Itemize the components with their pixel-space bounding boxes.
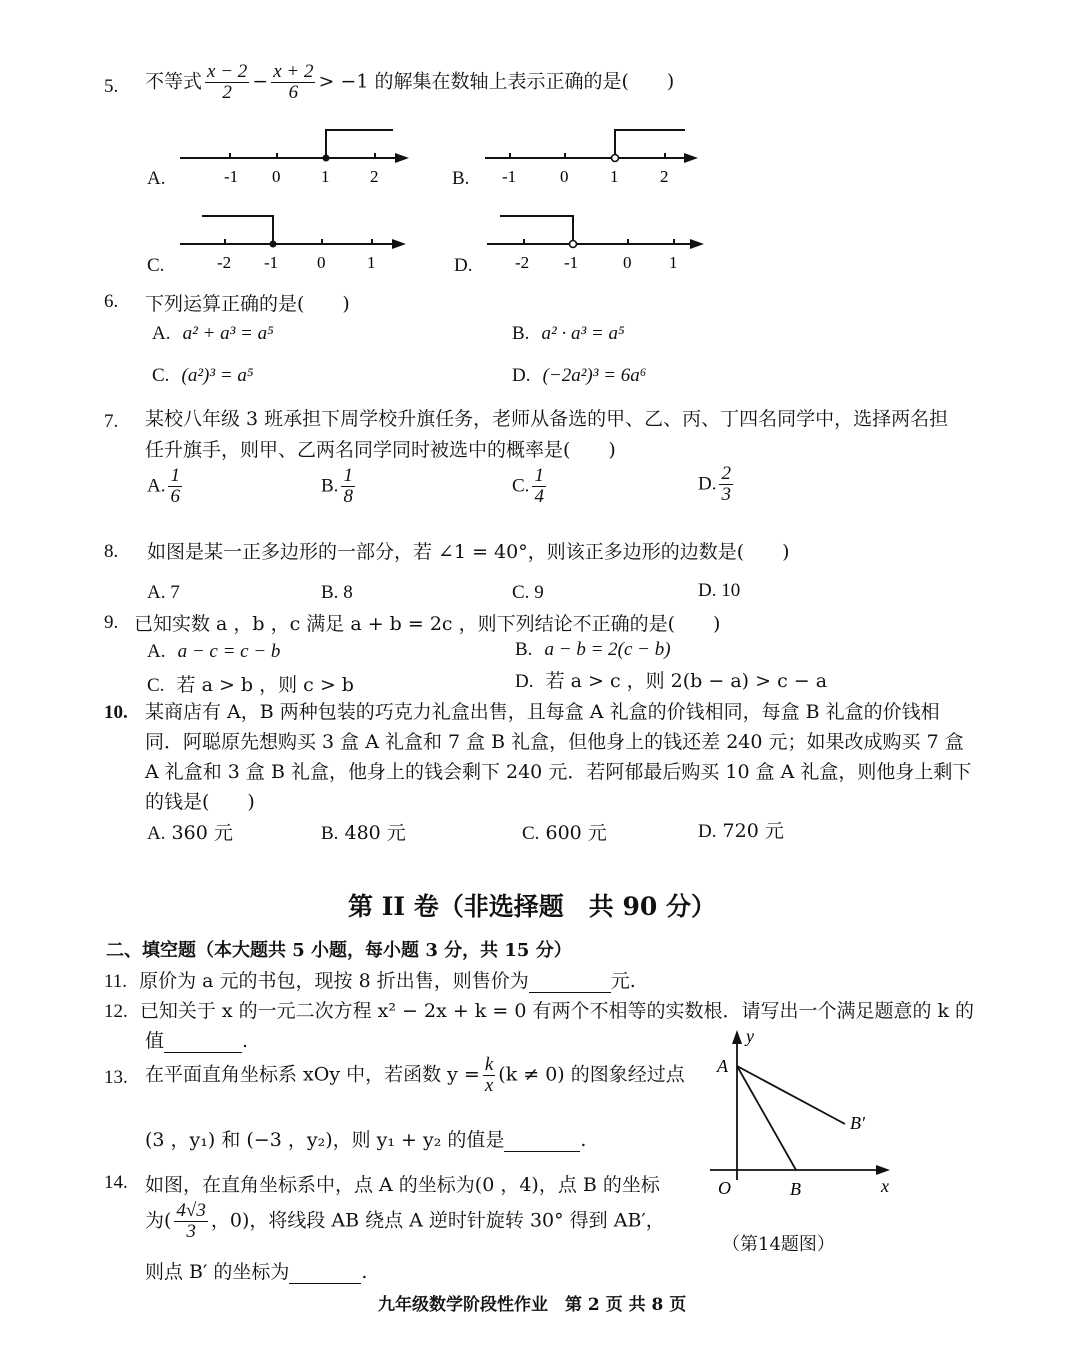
option-text: 600 元 — [545, 822, 607, 844]
q14-line-3 — [145, 1257, 367, 1284]
page-footer: 九年级数学阶段性作业 第 2 页 共 8 页 — [378, 1295, 687, 1315]
tick-label: 1 — [610, 167, 619, 186]
q12-number: 12. — [104, 1001, 128, 1022]
q5-minus: − — [252, 70, 269, 93]
q13-fraction — [483, 1055, 495, 1096]
fraction-den: 6 — [170, 485, 180, 507]
q12-line-1: 已知关于 x 的一元二次方程 x² − 2x + k = 0 有两个不相等的实数根．请写出一个满足题意的 k 的 — [139, 1000, 975, 1022]
y-axis-label: y — [746, 1026, 754, 1046]
q5-option-d-label: D. — [454, 255, 473, 276]
solid-point — [270, 241, 277, 248]
option-label: A. — [147, 475, 166, 497]
option-label: D. — [698, 580, 717, 601]
q6-option-a — [152, 322, 274, 345]
q14-line-2 — [145, 1201, 665, 1242]
tick-label: -1 — [264, 253, 279, 272]
q7-line-2: 任升旗手，则甲、乙两名同学同时被选中的概率是( ) — [145, 439, 616, 461]
option-label: B. — [321, 475, 339, 497]
q6-stem: 下列运算正确的是( ) — [145, 293, 350, 315]
tick-label: -2 — [515, 253, 530, 272]
q10-line-1: 某商店有 A，B 两种包装的巧克力礼盒出售，且每盒 A 礼盒的价钱相同，每盒 B 礼盒的价钱相 — [145, 701, 940, 723]
option-fraction — [168, 466, 182, 507]
hollow-point — [570, 241, 577, 248]
option-label: C. — [152, 365, 170, 386]
q14-fraction — [174, 1201, 207, 1242]
option-text: 360 元 — [171, 822, 233, 844]
q5-frac2-den: 6 — [288, 81, 299, 103]
q12-answer-blank[interactable] — [164, 1030, 242, 1053]
axis-arrow — [392, 239, 406, 249]
fraction-num: 4√3 — [176, 1200, 206, 1221]
q12-line-2-after: . — [242, 1030, 249, 1052]
q10-option-c — [522, 818, 607, 845]
option-label: B. — [321, 823, 339, 844]
q9-stem: 已知实数 a ，b ，c 满足 a + b = 2c ，则下列结论不正确的是( ) — [134, 613, 721, 635]
option-label: A. — [152, 323, 171, 344]
tick-label: -1 — [502, 167, 517, 186]
option-text: (a²)³ = a⁵ — [181, 365, 254, 386]
option-label: C. — [512, 582, 530, 603]
option-text: a² · a³ = a⁵ — [541, 323, 625, 344]
q5-frac1-num: x − 2 — [207, 61, 248, 82]
q13-line-1 — [145, 1055, 685, 1096]
fraction-num: 2 — [721, 463, 731, 484]
point-b-label: B — [790, 1179, 801, 1199]
q10-line-4: 的钱是( ) — [145, 791, 255, 813]
tick-label: -1 — [564, 253, 579, 272]
q6-option-b — [512, 322, 625, 345]
q12-line-2 — [145, 1026, 248, 1053]
option-text: 720 元 — [722, 820, 784, 842]
option-label: A. — [147, 641, 166, 662]
option-label: B. — [515, 639, 533, 660]
fraction-den: 3 — [186, 1220, 196, 1242]
option-fraction — [532, 466, 546, 507]
q10-number: 10. — [104, 702, 128, 723]
solution-ray — [500, 216, 573, 241]
tick-label: 1 — [669, 253, 678, 272]
q10-option-d — [698, 816, 784, 843]
part-2-title: 第 II 卷（非选择题 共 90 分） — [348, 892, 716, 921]
q13-line-2 — [145, 1125, 586, 1152]
option-label: D. — [698, 473, 717, 495]
option-text: a − b = 2(c − b) — [544, 639, 671, 660]
q6-number: 6. — [104, 291, 119, 312]
q8-stem: 如图是某一正多边形的一部分，若 ∠1 = 40°，则该正多边形的边数是( ) — [147, 541, 790, 563]
q13-number: 13. — [104, 1067, 128, 1088]
q14-answer-blank[interactable] — [289, 1261, 361, 1284]
q5-option-a-label: A. — [147, 168, 166, 189]
q13-line-2-after: . — [580, 1129, 587, 1151]
option-text: 若 a > b ，则 c > b — [176, 674, 354, 696]
q11-text-after: 元. — [610, 970, 636, 992]
option-fraction — [341, 466, 355, 507]
q8-option-b — [321, 582, 353, 604]
point-b-prime-label: B′ — [850, 1113, 865, 1133]
q6-option-d — [512, 364, 646, 387]
q8-option-c — [512, 582, 544, 604]
fraction-num: 1 — [343, 465, 353, 486]
q14-number: 14. — [104, 1172, 128, 1193]
q5-frac1-den: 2 — [222, 81, 232, 103]
solution-ray — [202, 216, 273, 244]
q7-line-1: 某校八年级 3 班承担下周学校升旗任务，老师从备选的甲、乙、丙、丁四名同学中，选择两名担 — [145, 408, 949, 430]
axis-arrow — [684, 153, 698, 163]
solution-ray — [615, 130, 685, 155]
tick-label: 2 — [660, 167, 669, 186]
tick-label: 0 — [560, 167, 569, 186]
option-label: D. — [515, 671, 534, 692]
option-label: A. — [147, 582, 166, 603]
q7-option-a — [147, 466, 185, 507]
q5-stem-before: 不等式 — [145, 70, 203, 93]
tick-label: 0 — [623, 253, 632, 272]
q14-line-2-before: 为( — [145, 1209, 172, 1232]
option-text: 8 — [343, 582, 353, 603]
q9-number: 9. — [104, 612, 119, 633]
q5-option-c-label: C. — [147, 255, 165, 276]
q14-line-1: 如图，在直角坐标系中，点 A 的坐标为(0 ，4)，点 B 的坐标 — [145, 1174, 660, 1196]
q5-fraction-1 — [205, 62, 249, 103]
fraction-den: 3 — [721, 483, 731, 505]
option-text: 7 — [170, 582, 180, 603]
point-a-label: A — [717, 1056, 728, 1076]
q5-option-b-label: B. — [452, 168, 470, 189]
tick-label: 0 — [272, 167, 281, 186]
x-axis-arrow — [876, 1165, 890, 1175]
q5-number-line-b — [480, 122, 710, 192]
q5-number: 5. — [104, 76, 119, 97]
option-text: 480 元 — [344, 822, 406, 844]
q14-figure — [700, 1020, 910, 1210]
q8-option-d — [698, 580, 740, 602]
fraction-den: 4 — [534, 485, 544, 507]
q5-number-line-c — [175, 208, 415, 278]
option-label: C. — [512, 475, 530, 497]
q13-line-1-after: (k ≠ 0) 的图象经过点 — [498, 1063, 685, 1086]
q13-answer-blank[interactable] — [504, 1129, 580, 1152]
fraction-num: 1 — [170, 465, 180, 486]
q5-stem — [145, 62, 674, 103]
q14-line-3-before: 则点 B′ 的坐标为 — [145, 1261, 290, 1283]
q8-number: 8. — [104, 541, 119, 562]
q14-figure-caption: （第14题图） — [722, 1234, 835, 1255]
option-label: D. — [512, 365, 531, 386]
option-text: 若 a > c ，则 2(b − a) > c − a — [545, 670, 828, 692]
axis-arrow — [395, 153, 409, 163]
q9-option-b — [515, 638, 671, 661]
option-label: B. — [321, 582, 339, 603]
solid-point — [323, 155, 330, 162]
q10-option-b — [321, 818, 406, 845]
solution-ray — [326, 130, 393, 158]
option-text: (−2a²)³ = 6a⁶ — [542, 365, 647, 386]
q8-option-a — [147, 582, 180, 604]
q14-line-2-after: ，0)，将线段 AB 绕点 A 逆时针旋转 30° 得到 AB′， — [210, 1209, 665, 1232]
q7-number: 7. — [104, 411, 119, 432]
tick-label: 1 — [367, 253, 376, 272]
fraction-num: k — [484, 1054, 494, 1075]
q9-option-d — [515, 666, 827, 693]
q7-option-b — [321, 466, 358, 507]
q9-option-c — [147, 670, 354, 697]
fraction-num: 1 — [534, 465, 544, 486]
tick-label: 1 — [321, 167, 330, 186]
option-label: D. — [698, 821, 717, 842]
option-text: a − c = c − b — [177, 641, 281, 662]
q6-option-c — [152, 364, 254, 387]
option-text: 10 — [721, 580, 741, 601]
q11-text-before: 原价为 a 元的书包，现按 8 折出售，则售价为 — [139, 970, 529, 992]
q10-line-3: A 礼盒和 3 盒 B 礼盒，他身上的钱会剩下 240 元．若阿郁最后购买 10 盒 A 礼盒，则他身上剩下 — [145, 761, 972, 783]
q13-line-1-before: 在平面直角坐标系 xOy 中，若函数 y = — [145, 1063, 480, 1086]
q14-line-3-after: . — [361, 1261, 368, 1283]
section-2-heading: 二、填空题（本大题共 5 小题，每小题 3 分，共 15 分） — [106, 940, 572, 961]
option-text: 9 — [534, 582, 544, 603]
fraction-den: 8 — [343, 485, 353, 507]
tick-label: -1 — [224, 167, 239, 186]
q5-number-line-a — [175, 122, 415, 192]
origin-label: O — [718, 1178, 731, 1198]
option-fraction — [719, 464, 733, 505]
q11-number: 11. — [104, 971, 128, 992]
option-label: C. — [522, 823, 540, 844]
q13-line-2-before: (3 ，y₁) 和 (−3 ，y₂)，则 y₁ + y₂ 的值是 — [145, 1129, 505, 1151]
q9-option-a — [147, 640, 280, 663]
q10-option-a — [147, 818, 233, 845]
q5-number-line-d — [482, 208, 712, 278]
tick-label: -2 — [217, 253, 232, 272]
q5-frac2-num: x + 2 — [273, 61, 314, 82]
option-label: A. — [147, 823, 166, 844]
q11-answer-blank[interactable] — [529, 970, 611, 993]
q11 — [104, 966, 636, 993]
hollow-point — [612, 155, 619, 162]
option-label: C. — [147, 675, 165, 696]
y-axis-arrow — [732, 1030, 742, 1044]
q12-line-1-row — [104, 996, 974, 1023]
q12-line-2-before: 值 — [145, 1030, 165, 1052]
option-text: a² + a³ = a⁵ — [182, 323, 274, 344]
axis-arrow — [690, 239, 704, 249]
q5-fraction-2 — [271, 62, 315, 103]
q5-stem-after: > −1 的解集在数轴上表示正确的是( ) — [318, 70, 675, 93]
option-label: B. — [512, 323, 530, 344]
q10-line-2: 同．阿聪原先想购买 3 盒 A 礼盒和 7 盒 B 礼盒，但他身上的钱还差 240 元；如果改成购买 7 盒 — [145, 731, 964, 753]
q7-option-c — [512, 466, 549, 507]
tick-label: 2 — [370, 167, 379, 186]
x-axis-label: x — [881, 1176, 889, 1196]
q7-option-d — [698, 464, 736, 505]
tick-label: 0 — [317, 253, 326, 272]
fraction-den: x — [484, 1074, 494, 1096]
